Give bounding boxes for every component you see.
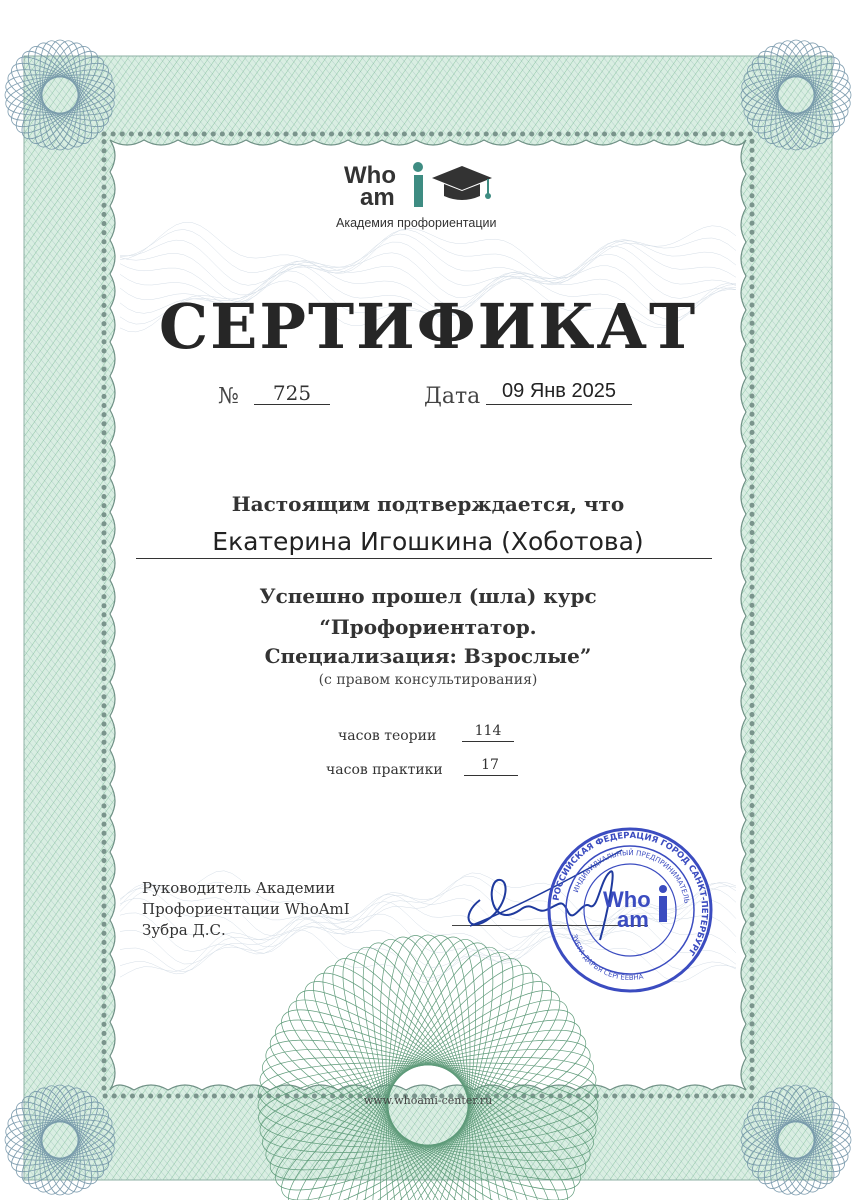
theory-hours: 114 xyxy=(474,723,502,739)
course-line-3: Специализация: Взрослые” xyxy=(264,644,592,668)
course-line-1: Успешно прошел (шла) курс xyxy=(259,584,597,608)
certificate-date: 09 Янв 2025 xyxy=(502,380,616,402)
date-label: Дата xyxy=(424,384,481,409)
logo-who-text: Who xyxy=(344,162,396,189)
signer-line-2: Профориентации WhoAmI xyxy=(142,900,350,918)
practice-label: часов практики xyxy=(326,762,443,778)
stamp-bottom-text: ЗУБРА ДАРЬЯ СЕРГЕЕВНА xyxy=(569,933,645,983)
official-stamp xyxy=(545,825,715,995)
graduation-cap-icon xyxy=(410,160,510,210)
website-text: www.whoami-center.ru xyxy=(363,1094,493,1107)
theory-label: часов теории xyxy=(338,728,437,744)
logo-subtitle: Академия профориентации xyxy=(336,216,497,230)
number-label: № xyxy=(218,384,239,409)
stamp-who-text: Who xyxy=(603,887,651,912)
date-underline xyxy=(486,404,632,405)
course-line-2: “Профориентатор. xyxy=(319,615,537,639)
certificate-number: 725 xyxy=(272,381,312,405)
recipient-underline xyxy=(136,558,712,559)
theory-underline xyxy=(462,741,514,742)
certificate-title: СЕРТИФИКАТ xyxy=(158,290,698,363)
stamp-am-text: am xyxy=(617,907,649,932)
signer-line-3: Зубра Д.С. xyxy=(142,921,226,939)
signer-line-1: Руководитель Академии xyxy=(142,879,336,897)
stamp-inner-text: ИНДИВИДУАЛЬНЫЙ ПРЕДПРИНИМАТЕЛЬ xyxy=(572,848,691,905)
recipient-name: Екатерина Игошкина (Хоботова) xyxy=(212,527,644,556)
course-note: (с правом консультирования) xyxy=(318,672,538,688)
logo-am-text: am xyxy=(360,184,395,211)
practice-underline xyxy=(464,775,518,776)
stamp-outer-text: РОССИЙСКАЯ ФЕДЕРАЦИЯ ГОРОД САНКТ-ПЕТЕРБУРГ xyxy=(551,830,710,958)
logo xyxy=(330,160,530,232)
confirm-text: Настоящим подтверждается, что xyxy=(231,492,625,516)
practice-hours: 17 xyxy=(481,757,499,773)
